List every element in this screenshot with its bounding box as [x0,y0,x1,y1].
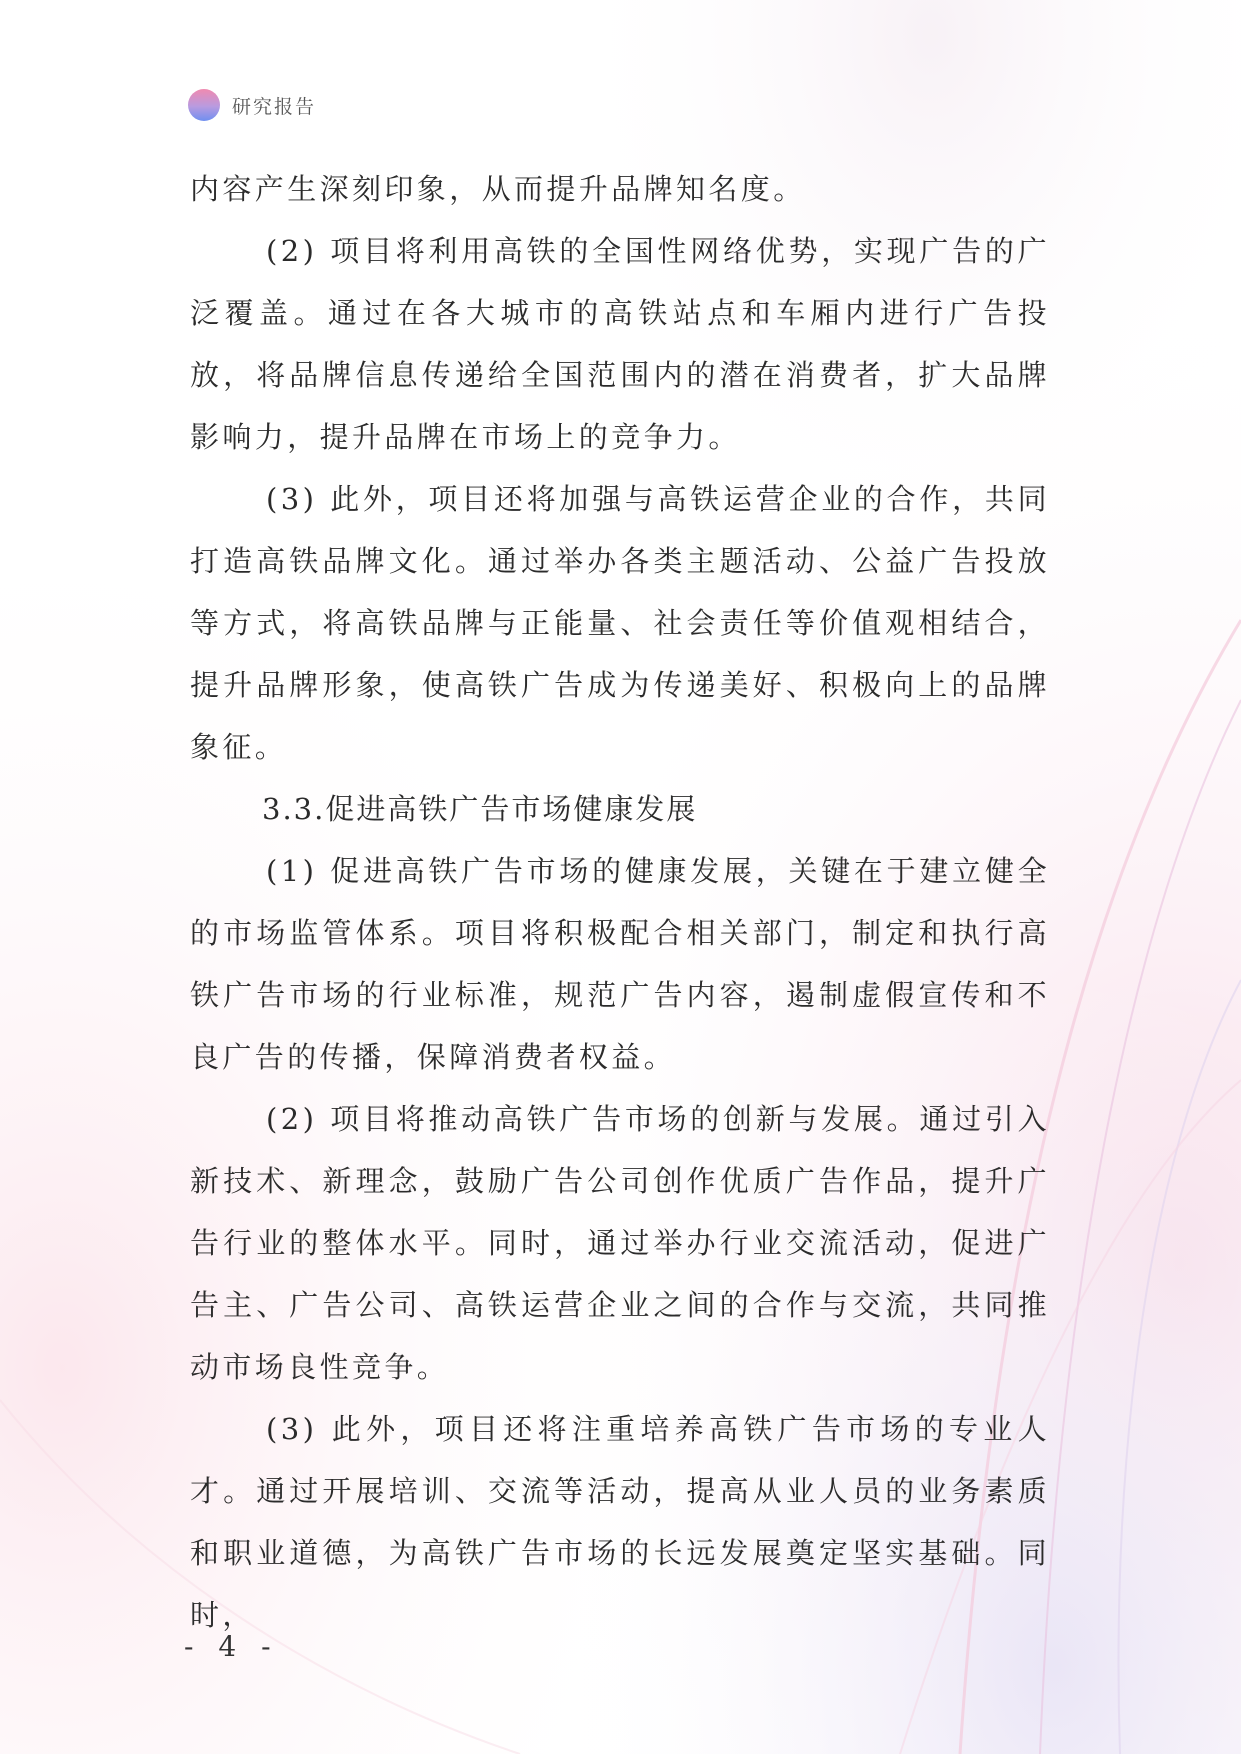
paragraph: (1) 促进高铁广告市场的健康发展，关键在于建立健全的市场监管体系。项目将积极配合相关部门，制定和执行高铁广告市场的行业标准，规范广告内容，遏制虚假宣传和不良广告的传播，保障消费者权益。 [190,854,1050,1074]
report-header [188,88,316,122]
paragraph-continuation: 内容产生深刻印象，从而提升品牌知名度。 [190,172,806,206]
logo-circle-icon [188,89,220,121]
paragraph: (2) 项目将推动高铁广告市场的创新与发展。通过引入新技术、新理念，鼓励广告公司创作优质广告作品，提升广告行业的整体水平。同时，通过举办行业交流活动，促进广告主、广告公司、高铁运营企业之间的合作与交流，共同推动市场良性竞争。 [190,1102,1050,1384]
page-number: - 4 - [184,1630,279,1663]
document-body [190,158,1050,1646]
paragraph: (2) 项目将利用高铁的全国性网络优势，实现广告的广泛覆盖。通过在各大城市的高铁站点和车厢内进行广告投放，将品牌信息传递给全国范围内的潜在消费者，扩大品牌影响力，提升品牌在市场上的竞争力。 [190,234,1050,454]
paragraph: (3) 此外，项目还将加强与高铁运营企业的合作，共同打造高铁品牌文化。通过举办各类主题活动、公益广告投放等方式，将高铁品牌与正能量、社会责任等价值观相结合，提升品牌形象，使高铁广告成为传递美好、积极向上的品牌象征。 [190,482,1050,764]
paragraph: (3) 此外，项目还将注重培养高铁广告市场的专业人才。通过开展培训、交流等活动，提高从业人员的业务素质和职业道德，为高铁广告市场的长远发展奠定坚实基础。同时， [190,1412,1050,1632]
header-title: 研究报告 [232,95,317,118]
section-heading: 3.3.促进高铁广告市场健康发展 [262,792,698,826]
